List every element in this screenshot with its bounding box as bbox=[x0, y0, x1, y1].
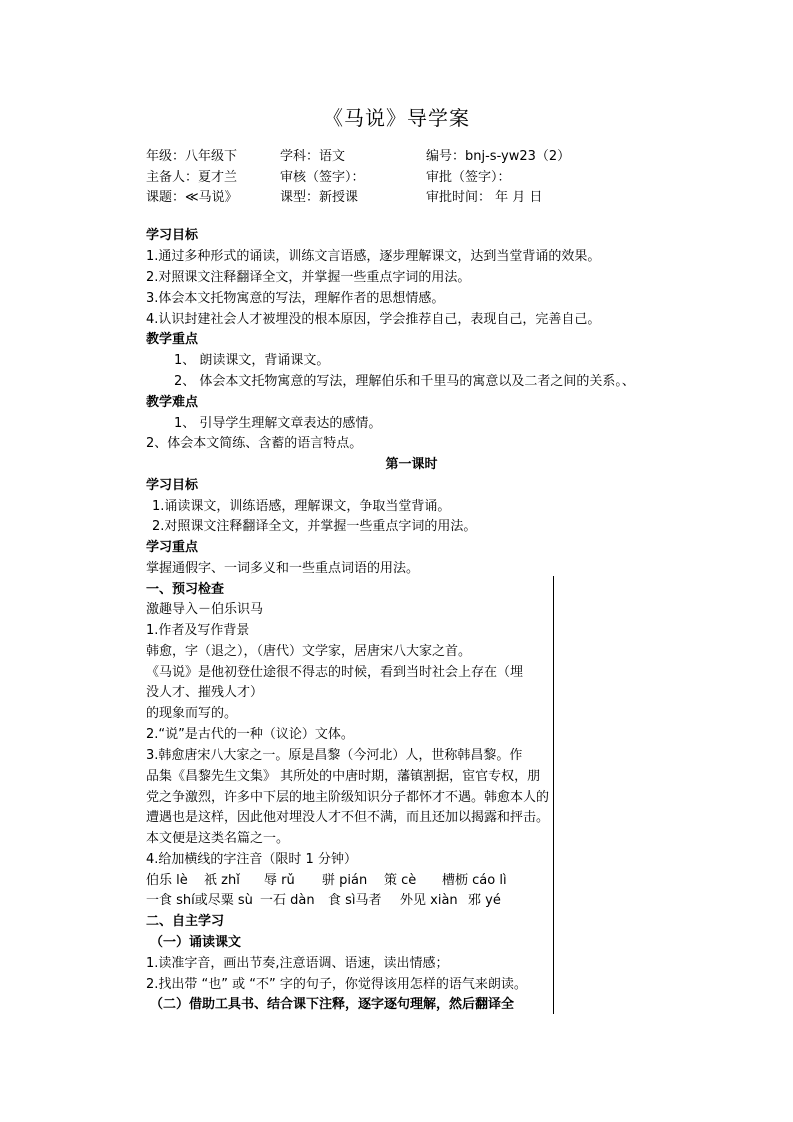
lesson-type: 课型：新授课 bbox=[280, 190, 359, 205]
goal-item: 1.通过多种形式的诵读，训练文言语感，逐步理解课文，达到当堂背诵的效果。 bbox=[146, 249, 601, 264]
self-study-item: 2.找出带 “也” 或 “不” 字的句子，你觉得该用怎样的语气来朗读。 bbox=[146, 977, 527, 992]
author: 主备人：夏才兰 bbox=[146, 170, 238, 185]
pinyin-item: 骈 pián bbox=[322, 873, 368, 888]
lesson-1-goal: 1.诵读课文，训练语感，理解课文，争取当堂背诵。 bbox=[152, 499, 451, 514]
approver: 审批（签字）： bbox=[426, 170, 511, 185]
goal-item: 3.体会本文托物寓意的写法，理解作者的思想情感。 bbox=[146, 291, 445, 306]
preview-intro: 激趣导入－伯乐识马 bbox=[146, 602, 264, 617]
focus-item: 2、 体会本文托物寓意的写法，理解伯乐和千里马的寓意以及二者之间的关系。、 bbox=[174, 374, 635, 389]
background-line: 的现象而写的。 bbox=[146, 706, 238, 721]
section-heading-difficulty: 教学难点 bbox=[146, 395, 199, 410]
pinyin-item: 祇 zhǐ bbox=[204, 873, 240, 888]
pinyin-item: 槽枥 cáo lì bbox=[442, 873, 507, 888]
author-line: 韩愈，字（退之），（唐代）文学家，居唐宋八大家之首。 bbox=[146, 644, 472, 659]
pinyin-row-1 bbox=[146, 872, 546, 890]
difficulty-item: 1、 引导学生理解文章表达的感情。 bbox=[174, 416, 382, 431]
pinyin-task: 4.给加横线的字注音（限时 1 分钟） bbox=[146, 852, 357, 867]
han-yu-paragraph: 党之争激烈，许多中下层的地主阶级知识分子都怀才不遇。韩愈本人的 bbox=[146, 790, 550, 805]
han-yu-paragraph: 3.韩愈唐宋八大家之一。原是昌黎（今河北）人，世称韩昌黎。作 bbox=[146, 748, 523, 763]
background-line: 《马说》是他初登仕途很不得志的时候，看到当时社会上存在（埋 bbox=[146, 665, 524, 680]
background-line: 没人才、摧残人才） bbox=[146, 685, 264, 700]
doc-number: 编号：bnj-s-yw23（2） bbox=[426, 149, 571, 164]
pinyin-item: 辱 rǔ bbox=[264, 873, 295, 888]
reviewer: 审核（签字）： bbox=[280, 170, 365, 185]
genre-line: 2.“说”是古代的一种（议论）文体。 bbox=[146, 727, 354, 742]
pinyin-item: 邪 yé bbox=[468, 893, 501, 908]
focus-item: 1、 朗读课文，背诵课文。 bbox=[174, 353, 330, 368]
pinyin-row-2 bbox=[146, 892, 546, 910]
approval-date: 审批时间： 年 月 日 bbox=[426, 190, 543, 205]
han-yu-paragraph: 遭遇也是这样，因此他对埋没人才不但不满，而且还加以揭露和抨击。 bbox=[146, 810, 550, 825]
lesson-1-goals-heading: 学习目标 bbox=[146, 478, 199, 493]
pinyin-item: 一石 dàn bbox=[260, 893, 315, 908]
self-study-sub-1: （一）诵读课文 bbox=[150, 935, 242, 950]
pinyin-item: 食 sì马者 bbox=[328, 893, 382, 908]
preview-heading: 一、预习检查 bbox=[146, 582, 225, 597]
author-background-title: 1.作者及写作背景 bbox=[146, 623, 250, 638]
lesson-1-focus-heading: 学习重点 bbox=[146, 540, 199, 555]
goal-item: 4.认识封建社会人才被埋没的根本原因，学会推荐自己，表现自己，完善自己。 bbox=[146, 312, 601, 327]
grade: 年级：八年级下 bbox=[146, 149, 238, 164]
han-yu-paragraph: 品集《昌黎先生文集》 其所处的中唐时期，藩镇割据，宦官专权，朋 bbox=[146, 769, 541, 784]
self-study-heading: 二、自主学习 bbox=[146, 914, 225, 929]
pinyin-item: 外见 xiàn bbox=[400, 893, 458, 908]
self-study-item: 1.读准字音，画出节奏,注意语调、语速，读出情感； bbox=[146, 956, 449, 971]
lesson-1-title: 第一课时 bbox=[385, 457, 438, 472]
pinyin-item: 一食 shí或尽粟 sù bbox=[146, 893, 253, 908]
lesson-1-focus: 掌握通假字、一词多义和一些重点词语的用法。 bbox=[146, 561, 420, 576]
self-study-sub-2: （二）借助工具书、结合课下注释，逐字逐句理解，然后翻译全 bbox=[150, 997, 515, 1012]
subject: 学科：语文 bbox=[280, 149, 346, 164]
difficulty-item: 2、体会本文简练、含蓄的语言特点。 bbox=[146, 436, 363, 451]
han-yu-paragraph: 本文便是这类名篇之一。 bbox=[146, 831, 290, 846]
document-title: 《马说》导学案 bbox=[323, 106, 470, 130]
pinyin-item: 伯乐 lè bbox=[146, 873, 188, 888]
pinyin-item: 策 cè bbox=[384, 873, 417, 888]
goal-item: 2.对照课文注释翻译全文，并掌握一些重点字词的用法。 bbox=[146, 270, 471, 285]
lesson-1-goal: 2.对照课文注释翻译全文，并掌握一些重点字词的用法。 bbox=[152, 519, 477, 534]
section-heading-focus: 教学重点 bbox=[146, 332, 199, 347]
section-heading-goals: 学习目标 bbox=[146, 228, 199, 243]
right-border-line bbox=[553, 576, 554, 1014]
topic: 课题：≪马说》 bbox=[146, 190, 238, 205]
